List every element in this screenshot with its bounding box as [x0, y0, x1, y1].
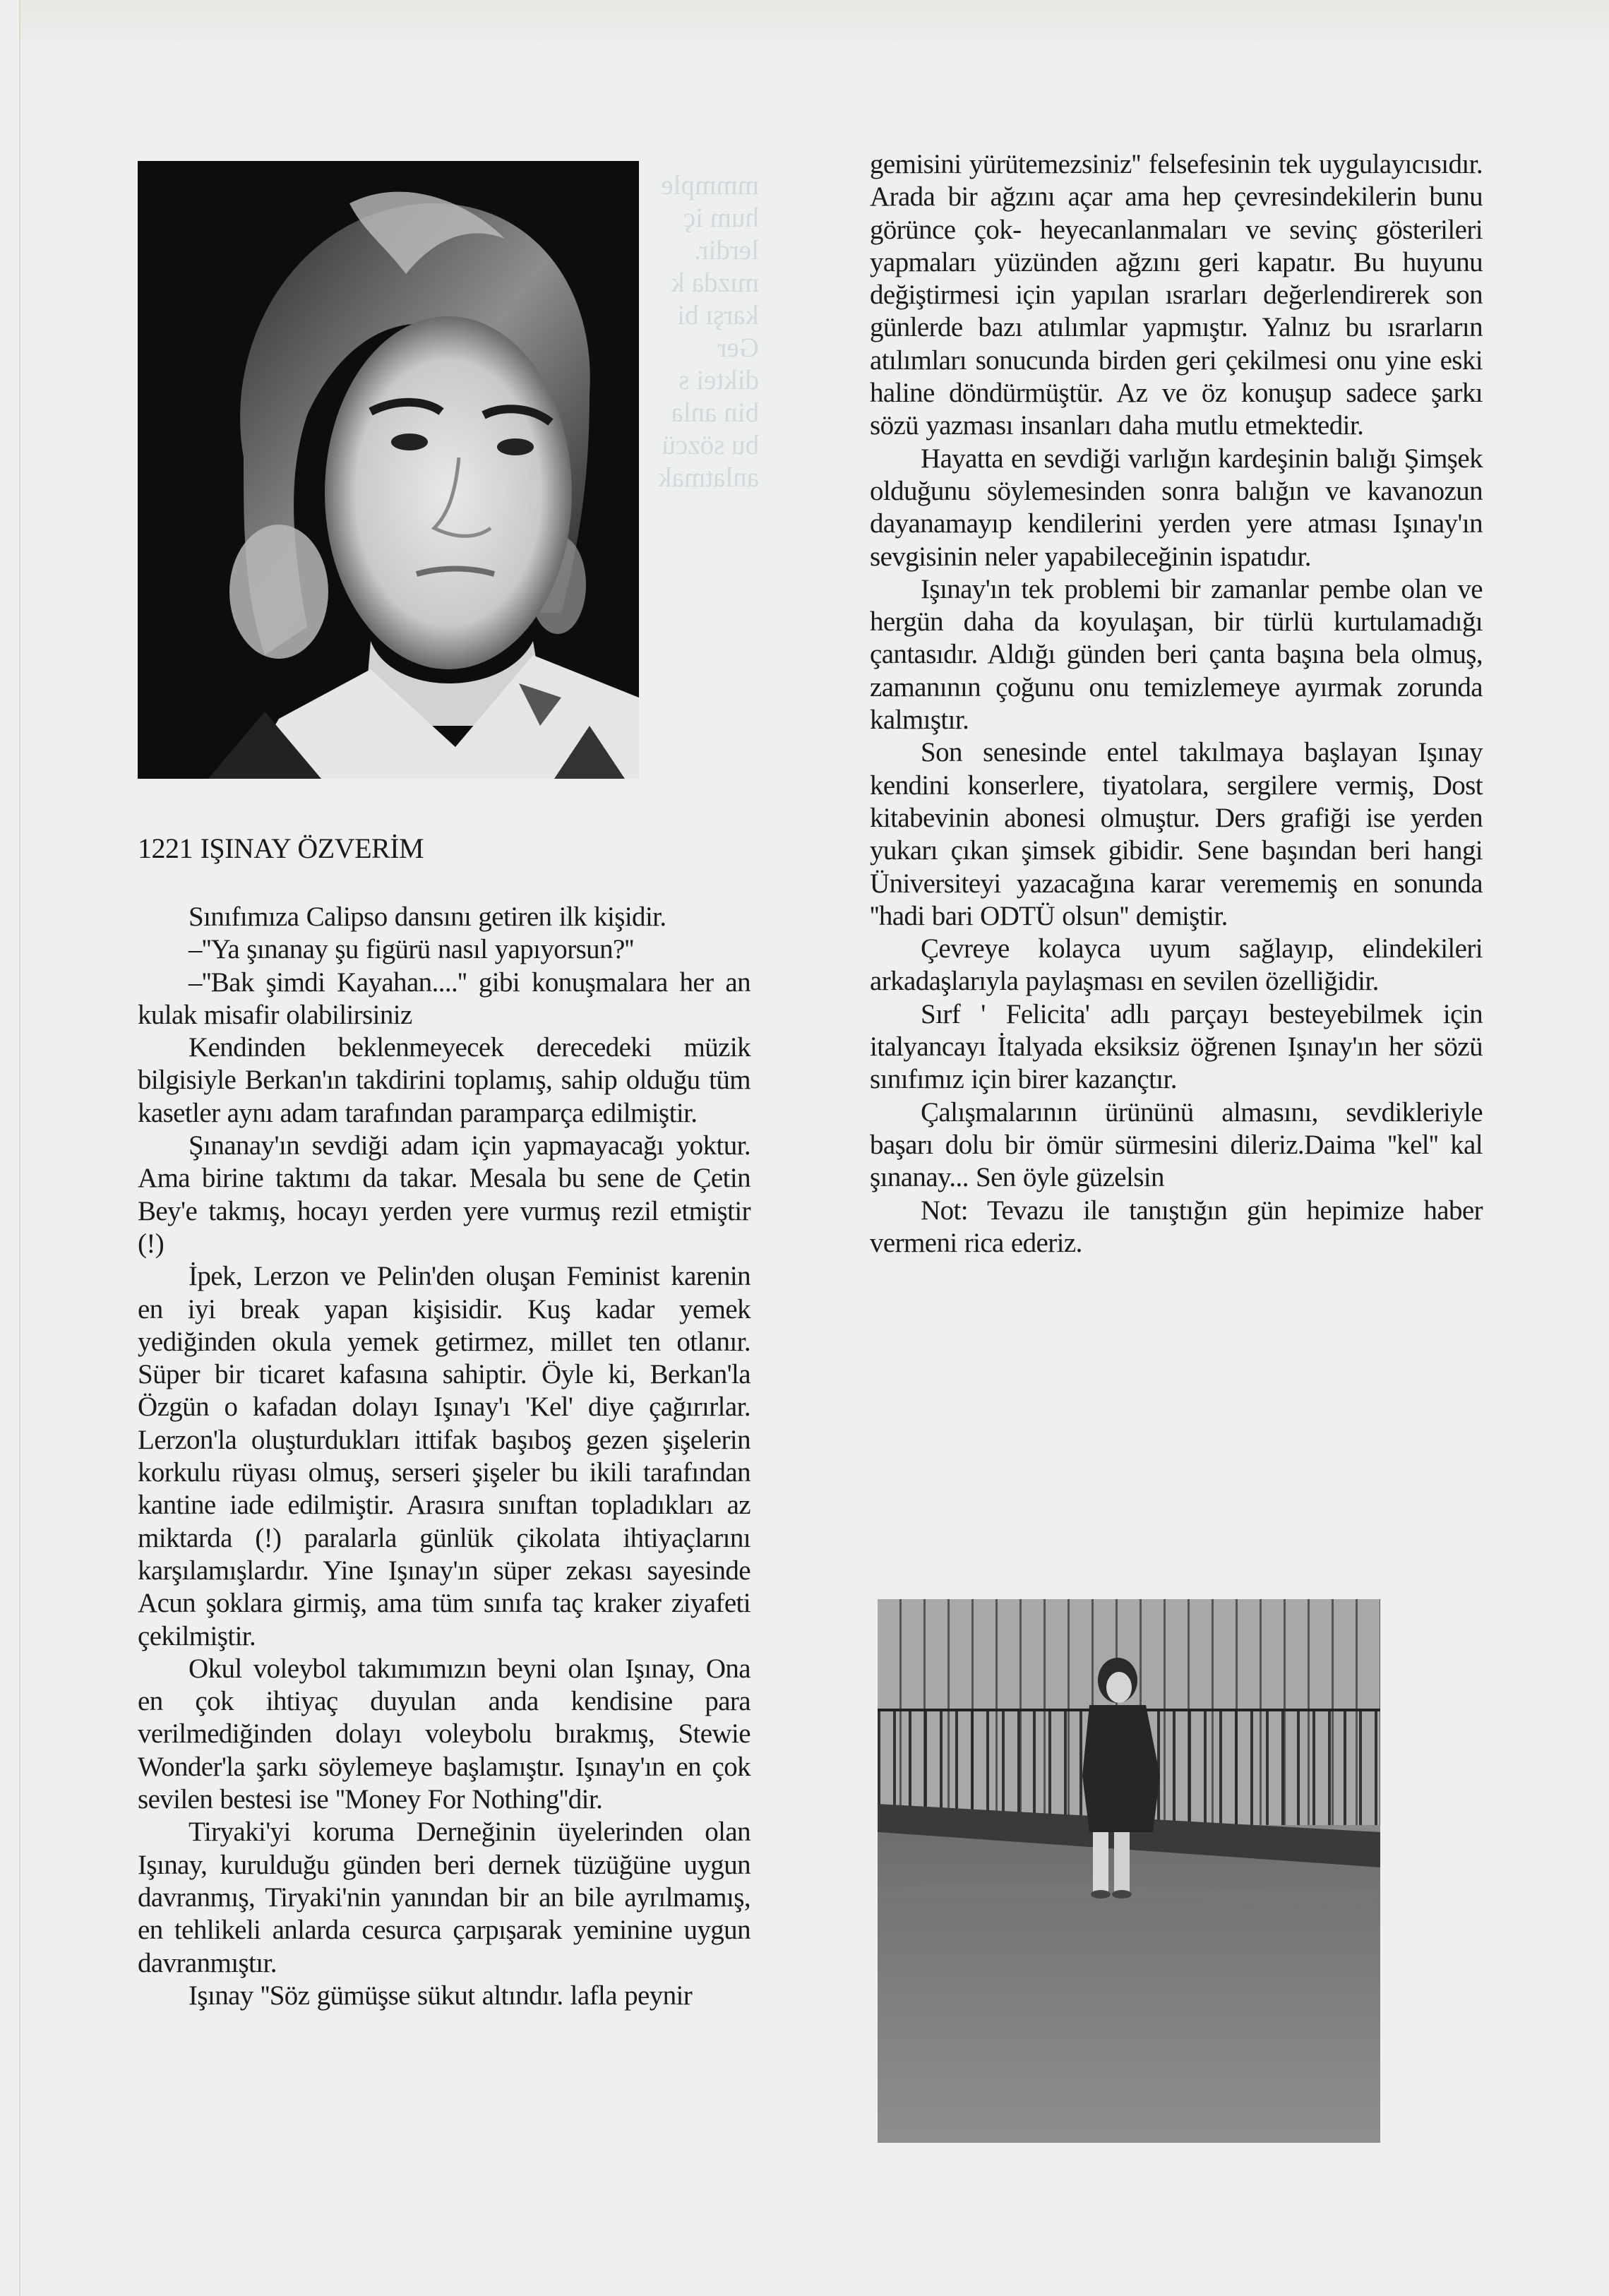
paragraph: Son senesinde entel takılmaya başlayan Işınay kendini konserlere, tiyatolara, sergilere vermiş, Dost kitabevinin abonesi olmuştur. Ders grafiği ise yerden yukarı çıkan şimsek gibidir. Sene başından beri hangi Üniversiteyi yazacağına karar verememiş en sonunda ''hadi bari ODTÜ olsun'' demiştir.: [870, 737, 1483, 931]
paragraph: Şınanay'ın sevdiği adam için yapmayacağı yoktur. Ama birine taktımı da takar. Mesala bu sene de Çetin Bey'e takmış, hocayı yerden yere vurmuş rezil etmiştir (!): [138, 1130, 750, 1259]
paragraph: Kendinden beklenmeyecek derecedeki müzik bilgisiyle Berkan'ın takdirini toplamış, sahip olduğu tüm kasetler aynı adam tarafından paramparça edilmiştir.: [138, 1032, 750, 1128]
outdoor-image-icon: [878, 1599, 1380, 2143]
paragraph: –''Ya şınanay şu figürü nasıl yapıyorsun?'': [189, 934, 634, 965]
bleed-through-text: [639, 169, 759, 494]
bleed-line: mızda k: [671, 268, 759, 298]
paragraph: Sınıfımıza Calipso dansını getiren ilk kişidir.: [189, 902, 666, 932]
paragraph: Çalışmalarının ürününü almasını, sevdikleriyle başarı dolu bir ömür sürmesini dileriz.Daima ''kel'' kal şınanay... Sen öyle güzelsin: [870, 1096, 1483, 1193]
paragraph: –''Bak şimdi Kayahan....'' gibi konuşmalara her an kulak misafir olabilirsiniz: [138, 967, 750, 1030]
paragraph: Hayatta en sevdiği varlığın kardeşinin balığı Şimşek olduğunu söylemesinden sonra balığın ve kavanozun dayanamayıp kendilerini yerden yere atması Işınay'ın sevgisinin neler yapabileceğinin ispatıdır.: [870, 443, 1483, 572]
bleed-line: anlatmak: [658, 462, 759, 493]
student-heading: 1221 IŞINAY ÖZVERİM: [138, 832, 424, 864]
page-edge: [19, 0, 20, 2296]
scan-top-band: [20, 0, 1609, 44]
portrait-photo: [138, 161, 639, 779]
bleed-line: Ger: [717, 333, 759, 363]
bleed-line: bu sözcü: [662, 430, 759, 460]
bleed-line: lerdir.: [693, 235, 759, 265]
note-paragraph: Not: Tevazu ile tanıştığın gün hepimize haber vermeni rica ederiz.: [870, 1195, 1483, 1258]
right-text-column: [870, 148, 1483, 1260]
paragraph: Sırf ' Felicita' adlı parçayı besteyebilmek için italyancayı İtalyada eksiksiz öğrenen Işınay'ın her sözü sınıfımız için birer kazançtır.: [870, 998, 1483, 1095]
bleed-line: karşı bi: [677, 300, 759, 330]
paragraph: Işınay ''Söz gümüşse sükut altındır. lafla peynir: [189, 1980, 693, 2011]
paragraph: İpek, Lerzon ve Pelin'den oluşan Feminist karenin en iyi break yapan kişisidir. Kuş kadar yemek yediğinden okula yemek getirmez, millet ten otlanır. Süper bir ticaret kafasına sahiptir. Öyle ki, Berkan'la Özgün o kafadan dolayı Işınay'ı 'Kel' diye çağırırlar. Lerzon'la oluşturdukları ittifak başıboş gezen şişelerin korkulu rüyası olmuş, serseri şişeler bu ikili tarafından kantine iade edilmiştir. Arasıra sınıftan topladıkları az miktarda (!) paralarla günlük çikolata ihtiyaçlarını karşılamışlardır. Yine Işınay'ın süper zekası sayesinde Acun şoklara girmiş, ama tüm sınıfa taç kraker ziyafeti çekilmiştir.: [138, 1261, 750, 1651]
left-text-column: [138, 827, 750, 2012]
paragraph-continued: gemisini yürütemezsiniz'' felsefesinin tek uygulayıcısıdır. Arada bir ağzını açar ama hep çevresindekilerin bunu görünce çok- heyecanlanmaları ve sevinç gösterileri yapmaları yüzünden ağzını geri kapatır. Bu huyunu değiştirmesi için yapılan ısrarları değerlendirerek son günlerde bazı atılımlar yapmıştır. Yalnız bu ısrarların atılımları sonucunda birden geri çekilmesi onu yine eski haline döndürmüştür. Az ve öz konuşup sadece şarkı sözü yazması insanları daha mutlu etmektedir.: [870, 149, 1483, 441]
paragraph: Tiryaki'yi koruma Derneğinin üyelerinden olan Işınay, kurulduğu günden beri dernek tüzüğüne uygun davranmış, Tiryaki'nin yanından bir an bile ayrılmamış, en tehlikeli anlarda cesurca çarpışarak yeminine uygun davranmıştır.: [138, 1817, 750, 1978]
bleed-line: diktei s: [678, 365, 759, 395]
bleed-line: bin anla: [671, 397, 759, 428]
outdoor-photo: [878, 1599, 1380, 2143]
bleed-line: mmmple: [661, 170, 759, 201]
paragraph: Işınay'ın tek problemi bir zamanlar pembe olan ve hergün daha da koyulaşan, bir türlü kurtulamadığı çantasıdır. Aldığı günden beri çanta başına bela olmuş, zamanının çoğunu onu temizlemeye ayırmak zorunda kalmıştır.: [870, 573, 1483, 736]
paragraph: Okul voleybol takımımızın beyni olan Işınay, Ona en çok ihtiyaç duyulan anda kendisine para verilmediğinden dolayı voleybolu bırakmış, Stewie Wonder'la şarkı söylemeye başlamıştır. Işınay'ın en çok sevilen bestesi ise ''Money For Nothing''dir.: [138, 1653, 750, 1815]
portrait-image-icon: [138, 161, 639, 779]
paragraph: Çevreye kolayca uyum sağlayıp, elindekileri arkadaşlarıyla paylaşması en sevilen özelliğidir.: [870, 933, 1483, 997]
bleed-line: hum iç: [683, 203, 759, 233]
